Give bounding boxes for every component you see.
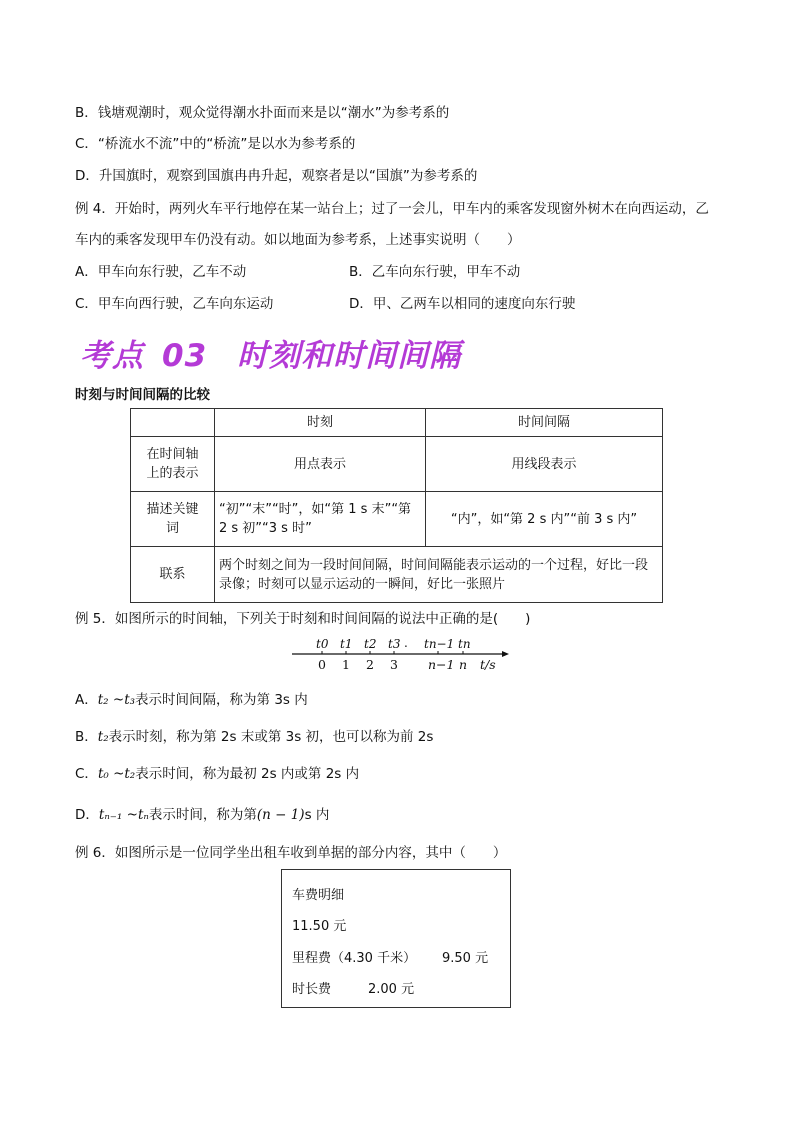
option-text: 表示时间间隔，称为第 3s 内 xyxy=(135,692,308,708)
axis-top-label: tn xyxy=(458,637,471,651)
table-header-empty xyxy=(131,409,215,437)
example-5-option-b xyxy=(75,727,433,747)
example-5-option-a xyxy=(75,690,308,710)
example-4-line-2: 车内的乘客发现甲车仍没有动。如以地面为参考系，上述事实说明（ ） xyxy=(75,232,521,248)
receipt-title: 车费明细 xyxy=(292,888,345,903)
option-text: s 内 xyxy=(304,807,330,823)
table-caption: 时刻与时间间隔的比较 xyxy=(75,387,210,403)
row-interval: “内”，如“第 2 s 内”“前 3 s 内” xyxy=(426,492,663,547)
axis-arrow xyxy=(502,651,509,657)
receipt-duration-label: 时长费 xyxy=(292,982,332,997)
option-c-text: C．“桥流水不流”中的“桥流”是以水为参考系的 xyxy=(75,136,356,152)
axis-top-label: t2 xyxy=(364,637,377,651)
section-label: 考点 xyxy=(80,338,144,374)
option-text: 表示时间，称为第 xyxy=(148,807,257,823)
option-text: 表示时间，称为最初 2s 内或第 2s 内 xyxy=(135,766,360,782)
option-math: tₙ₋₁ ~tₙ xyxy=(98,807,149,823)
axis-bottom-label: 3 xyxy=(390,657,398,672)
option-letter: B． xyxy=(75,729,98,745)
example-5-option-c xyxy=(75,764,359,784)
section-number: 03 xyxy=(162,338,208,374)
option-letter: A． xyxy=(75,692,98,708)
axis-top-label: t3 xyxy=(388,637,401,651)
option-letter: C． xyxy=(75,766,98,782)
example-5-question: 例 5．如图所示的时间轴，下列关于时刻和时间间隔的说法中正确的是( ) xyxy=(75,611,531,627)
axis-ellipsis: . xyxy=(404,636,408,650)
axis-bottom-label: n xyxy=(459,657,468,672)
example-5-option-d xyxy=(75,805,329,825)
example-4-option-d: D．甲、乙两车以相同的速度向东行驶 xyxy=(349,296,576,312)
option-math: t₀ ~t₂ xyxy=(97,766,136,782)
example-4-option-c: C．甲车向西行驶，乙车向东运动 xyxy=(75,296,274,312)
receipt-total: 11.50 元 xyxy=(292,919,347,934)
section-title: 时刻和时间间隔 xyxy=(237,338,462,374)
receipt-mileage-value: 9.50 元 xyxy=(442,951,489,966)
axis-top-label: tn−1 xyxy=(424,637,455,651)
table-row xyxy=(131,547,663,603)
example-4-option-b: B．乙车向东行驶，甲车不动 xyxy=(349,264,521,280)
row-moment: “初”“末”“时”，如“第 1 s 末”“第 2 s 初”“3 s 时” xyxy=(215,492,426,547)
row-label: 描述关键词 xyxy=(131,492,215,547)
option-math: (n − 1) xyxy=(256,807,305,823)
example-6-question: 例 6．如图所示是一位同学坐出租车收到单据的部分内容，其中（ ） xyxy=(75,845,507,861)
table-header-interval: 时间间隔 xyxy=(426,409,663,437)
table-header-moment: 时刻 xyxy=(215,409,426,437)
table-row xyxy=(131,492,663,547)
taxi-receipt xyxy=(281,869,511,1008)
option-d-text: D．升国旗时，观察到国旗冉冉升起，观察者是以“国旗”为参考系的 xyxy=(75,168,478,184)
axis-top-label: t1 xyxy=(340,637,353,651)
row-moment: 用点表示 xyxy=(215,437,426,492)
axis-bottom-label: 2 xyxy=(366,657,374,672)
example-4-option-a: A．甲车向东行驶，乙车不动 xyxy=(75,264,247,280)
time-axis-diagram xyxy=(290,634,510,672)
option-math: t₂ ~t₃ xyxy=(97,692,136,708)
axis-top-label: t0 xyxy=(316,637,329,651)
row-merged: 两个时刻之间为一段时间间隔，时间间隔能表示运动的一个过程，好比一段录像；时刻可以显示运动的一瞬间，好比一张照片 xyxy=(215,547,663,603)
axis-bottom-label: 0 xyxy=(318,657,326,672)
comparison-table xyxy=(130,408,663,603)
receipt-mileage-label: 里程费（4.30 千米） xyxy=(292,951,417,966)
axis-unit-label: t/s xyxy=(480,657,496,672)
option-b-text: B．钱塘观潮时，观众觉得潮水扑面而来是以“潮水”为参考系的 xyxy=(75,105,450,121)
table-row xyxy=(131,437,663,492)
option-text: 表示时刻，称为第 2s 末或第 3s 初，也可以称为前 2s xyxy=(108,729,434,745)
row-interval: 用线段表示 xyxy=(426,437,663,492)
row-label: 在时间轴上的表示 xyxy=(131,437,215,492)
option-math: t₂ xyxy=(97,729,109,745)
row-label: 联系 xyxy=(131,547,215,603)
axis-bottom-label: 1 xyxy=(342,657,350,672)
example-4-line-1: 例 4．开始时，两列火车平行地停在某一站台上；过了一会儿，甲车内的乘客发现窗外树木在向西运动，乙 xyxy=(75,201,709,217)
table-header-row xyxy=(131,409,663,437)
section-heading xyxy=(80,330,462,374)
receipt-duration-value: 2.00 元 xyxy=(368,982,415,997)
option-letter: D． xyxy=(75,807,99,823)
axis-bottom-label: n−1 xyxy=(428,657,455,672)
